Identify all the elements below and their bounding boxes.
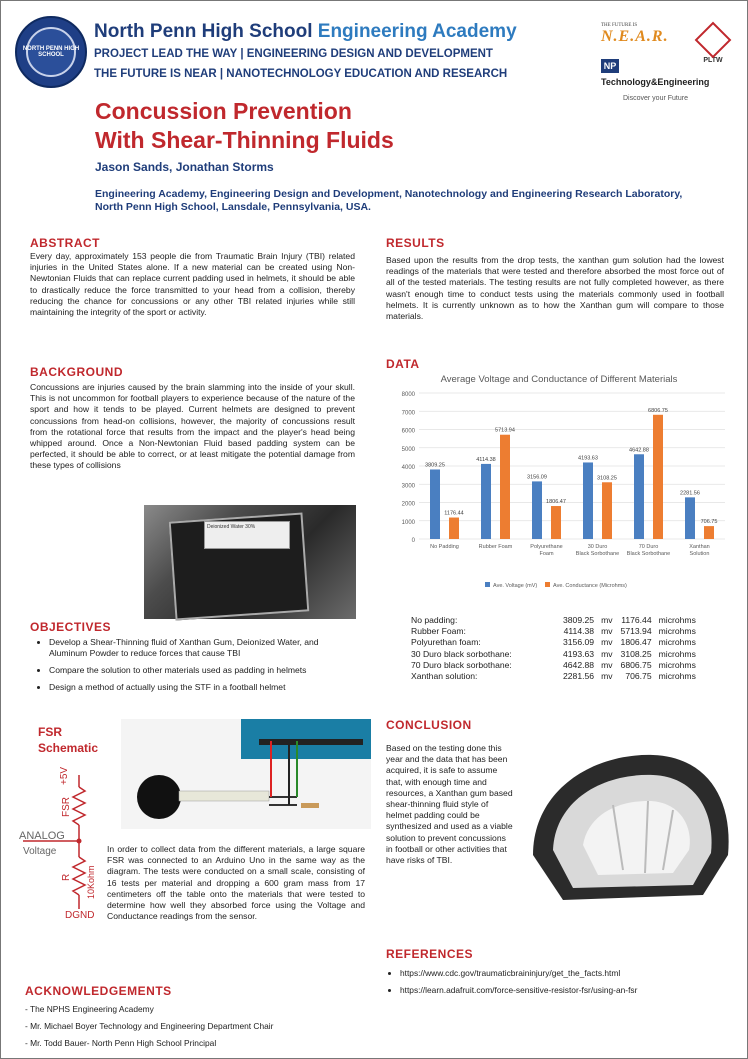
chart-data-label: 1176.44 xyxy=(444,510,464,517)
chart-x-tick-label: No Padding xyxy=(430,544,459,550)
chart-bar xyxy=(685,497,695,539)
data-table-voltage: 4114.38 xyxy=(563,626,595,637)
chart-data-label: 4114.38 xyxy=(476,456,496,463)
data-table-voltage: 3156.09 xyxy=(563,637,595,648)
chart-legend-swatch xyxy=(545,582,550,587)
conclusion-heading: CONCLUSION xyxy=(386,718,472,732)
chart-legend-label: Ave. Conductance (Microhms) xyxy=(553,583,627,589)
chart-legend xyxy=(485,582,627,589)
chart-y-tick-label: 7000 xyxy=(401,410,415,417)
data-table-label: Polyurethan foam: xyxy=(411,637,481,648)
chart-x-tick-label: 70 Duro Black Sorbothane xyxy=(626,544,671,557)
data-table-row xyxy=(411,671,696,682)
seal-text: NORTH PENN HIGH SCHOOL xyxy=(22,46,80,58)
data-table-conductance: 6806.75 xyxy=(620,659,652,670)
chart-x-tick-label: 30 Duro Black Sorbothane xyxy=(575,544,620,557)
np-mark-icon: NP xyxy=(601,59,619,73)
chart-y-tick-label: 4000 xyxy=(401,465,415,471)
near-logo xyxy=(601,23,693,46)
references-heading: REFERENCES xyxy=(386,947,474,961)
near-logo-small: THE FUTURE IS xyxy=(601,23,638,28)
chart-y-tick-label: 0 xyxy=(411,538,415,544)
school-name: North Penn High School xyxy=(94,21,313,42)
schematic-voltage: Voltage xyxy=(23,846,57,857)
data-table-label: Rubber Foam: xyxy=(411,626,466,637)
chart-x-tick-label: Rubber Foam xyxy=(478,544,513,550)
chart-data-label: 706.75 xyxy=(700,519,718,526)
data-table-voltage-unit: mv xyxy=(601,648,613,659)
abstract-heading: ABSTRACT xyxy=(30,236,100,250)
acknowledgements-heading: ACKNOWLEDGEMENTS xyxy=(25,984,172,998)
chart-bar xyxy=(653,415,663,539)
chart-bar xyxy=(551,506,561,539)
chart-x-tick-label: Polyurethane Foam xyxy=(530,544,563,557)
schematic-title xyxy=(38,724,98,756)
data-table-conductance: 1806.47 xyxy=(620,637,652,648)
data-table-conductance-unit: microhms xyxy=(658,626,696,637)
chart-data-label: 6806.75 xyxy=(648,407,668,414)
chart-data-label: 4642.88 xyxy=(629,447,649,454)
schematic-analog: ANALOG xyxy=(19,830,65,842)
np-logo-title: Technology&Engineering xyxy=(601,77,710,87)
chart-x-tick-label: Xanthan Solution xyxy=(689,544,710,557)
academy-name: Engineering Academy xyxy=(317,21,517,42)
objective-item: • Develop a Shear-Thinning fluid of Xanthan Gum, Deionized Water, and Aluminum Powder to reduce forces that cause TBI xyxy=(49,637,356,659)
data-table-voltage-unit: mv xyxy=(601,659,613,670)
data-table-voltage-unit: mv xyxy=(601,626,613,637)
results-heading: RESULTS xyxy=(386,236,445,250)
pltw-logo-text: PLTW xyxy=(703,57,723,64)
chart-bar xyxy=(583,462,593,539)
results-text: Based upon the results from the drop tests, the xanthan gum solution had the lowest readings of the materials that were tested and therefore absorbed the most force out of all of the tested materials. The testing results are not fully completed however, as there wasn't enough time to conduct tests using the materials commonly used in football helmets. It is currently unknown as to how the Xanthan gum will compare to those materials. xyxy=(386,255,724,322)
reference-link[interactable]: • https://www.cdc.gov/traumaticbraininjury/get_the_facts.html xyxy=(400,968,740,979)
chart-y-tick-label: 6000 xyxy=(401,428,415,435)
data-heading: DATA xyxy=(386,357,420,371)
objectives-list xyxy=(31,637,356,699)
data-table-row xyxy=(411,626,696,637)
arduino-wiring-diagram xyxy=(121,719,371,829)
acknowledgement-item: - Mr. Michael Boyer Technology and Engineering Department Chair xyxy=(25,1021,385,1032)
schematic-title-line-2: Schematic xyxy=(38,741,99,755)
chart-data-label: 1806.47 xyxy=(546,499,566,506)
school-title xyxy=(94,21,517,43)
chart-data-label: 4193.63 xyxy=(578,455,598,462)
chart-y-tick-label: 2000 xyxy=(401,501,415,508)
fsr-schematic-diagram xyxy=(13,759,108,919)
chart-bar xyxy=(704,526,714,539)
chart-bar xyxy=(634,454,644,539)
data-table-voltage: 4642.88 xyxy=(563,659,595,670)
data-table-voltage-unit: mv xyxy=(601,615,613,625)
data-table-voltage: 4193.63 xyxy=(563,648,595,659)
near-logo-text: N.E.A.R. xyxy=(601,28,669,45)
affiliation: Engineering Academy, Engineering Design and Development, Nanotechnology and Engineering Research Laboratory, North Penn High School, Lansdale, Pennsylvania, USA. xyxy=(95,188,683,213)
chart-data-label: 2281.56 xyxy=(680,490,700,497)
school-seal-logo xyxy=(15,16,87,88)
background-text: Concussions are injuries caused by the brain slamming into the inside of your skull. This is not uncommon for football players to experience because of the nature of the sport and how it tends to be played. Current helmets are designed to prevent concussions from head-on collisions, however, the majority of concussions result from the rotational force that results from the impact and the player's head being whipped around. Once a Non-Newtonian Fluid based padding system can be perfected, it should be able to correct, or at least mitigate the potential damage from these types of collisions xyxy=(30,382,355,471)
chart-data-label: 3108.25 xyxy=(597,475,617,482)
chart-bar xyxy=(449,518,459,539)
data-table-conductance-unit: microhms xyxy=(658,671,696,682)
data-table-voltage: 2281.56 xyxy=(563,671,595,682)
chart-bar xyxy=(602,482,612,539)
xanthan-sample-photo xyxy=(144,505,356,619)
data-table-label: 70 Duro black sorbothane: xyxy=(411,659,512,670)
data-table-conductance-unit: microhms xyxy=(658,615,696,625)
chart-grid xyxy=(419,393,725,539)
data-table-voltage-unit: mv xyxy=(601,671,613,682)
abstract-text: Every day, approximately 153 people die from Traumatic Brain Injury (TBI) related injuries in the United States alone. If a new material can be created using Non-Newtonian Fluids that can replace current padding used in helmets, it should be able to drastically reduce the force transmitted to your head from a collision, thereby reducing the chance for concussions or any other TBI related injuries while still maintaining the integrity of the sport or activity. xyxy=(30,251,355,318)
chart-title: Average Voltage and Conductance of Different Materials xyxy=(440,374,678,385)
data-table-conductance: 1176.44 xyxy=(621,615,652,625)
acknowledgement-item: - Mr. Todd Bauer- North Penn High School Principal xyxy=(25,1038,385,1049)
objectives-heading: OBJECTIVES xyxy=(30,620,112,634)
chart-legend-label: Ave. Voltage (mV) xyxy=(493,583,538,589)
conclusion-text: Based on the testing done this year and the data that has been acquired, it is safe to assume that, with enough time and resources, a Xanthan gum based shear-thinning fluid style of helmet padding could be synthesized and used as a viable solution to prevent concussions in football or other activities that have risks of TBI. xyxy=(386,743,513,866)
chart-data-label: 3809.25 xyxy=(425,462,445,469)
chart-data-label: 3156.09 xyxy=(527,474,547,481)
objective-item: • Compare the solution to other materials used as padding in helmets xyxy=(49,665,356,676)
sensor-method-text: In order to collect data from the different materials, a large square FSR was connected to an Arduino Uno in the same way as the diagram. The tests were conducted on a small scale, consisting of 16 tests per material and dropping a 600 gram mass from 17 centimeters off the table onto the materials that were tested to determine how well they absorbed force using the Voltage and Conductance readings from the sensor. xyxy=(107,844,365,922)
chart-bar xyxy=(500,435,510,539)
references-list xyxy=(386,968,740,1002)
header-subtitle-2: THE FUTURE IS NEAR | NANOTECHNOLOGY EDUCATION AND RESEARCH xyxy=(94,68,508,80)
poster-title-line-2: With Shear-Thinning Fluids xyxy=(95,127,394,153)
chart-legend-swatch xyxy=(485,582,490,587)
schematic-title-line-1: FSR xyxy=(38,725,62,739)
chart-y-tick-label: 3000 xyxy=(401,483,415,490)
data-table xyxy=(411,615,696,682)
data-table-voltage: 3809.25 xyxy=(563,615,595,625)
data-table-conductance: 5713.94 xyxy=(620,626,652,637)
data-table-conductance-unit: microhms xyxy=(658,648,696,659)
np-tech-logo xyxy=(601,59,711,102)
schematic-r-value: 10Kohm xyxy=(86,865,96,899)
objective-item: • Design a method of actually using the STF in a football helmet xyxy=(49,682,356,693)
acknowledgements-list xyxy=(25,1004,385,1055)
reference-link[interactable]: • https://learn.adafruit.com/force-sensitive-resistor-fsr/using-an-fsr xyxy=(400,985,740,996)
poster-title-line-1: Concussion Prevention xyxy=(95,98,352,124)
data-table-row xyxy=(411,637,696,648)
data-table-conductance-unit: microhms xyxy=(658,659,696,670)
data-table-label: Xanthan solution: xyxy=(411,671,478,682)
acknowledgement-item: - The NPHS Engineering Academy xyxy=(25,1004,385,1015)
np-logo-subtitle: Discover your Future xyxy=(623,95,688,102)
chart-bar xyxy=(481,464,491,539)
data-table-label: No padding: xyxy=(411,615,458,625)
data-table-label: 30 Duro black sorbothane: xyxy=(411,648,512,659)
data-table-row xyxy=(411,660,696,671)
data-table-row xyxy=(411,615,696,626)
data-table-conductance: 706.75 xyxy=(625,671,652,682)
header-subtitle-1: PROJECT LEAD THE WAY | ENGINEERING DESIGN AND DEVELOPMENT xyxy=(94,48,493,60)
authors: Jason Sands, Jonathan Storms xyxy=(95,160,274,174)
chart-y-tick-label: 5000 xyxy=(401,446,415,453)
background-heading: BACKGROUND xyxy=(30,365,123,379)
schematic-dgnd: DGND xyxy=(65,910,95,919)
chart-bar xyxy=(430,469,440,539)
sample-label: Deionized Water 30% xyxy=(204,521,290,549)
data-table-conductance: 3108.25 xyxy=(620,648,652,659)
data-table-conductance-unit: microhms xyxy=(658,637,696,648)
chart-y-tick-label: 1000 xyxy=(401,519,415,526)
chart-y-tick-label: 8000 xyxy=(401,392,415,398)
schematic-r: R xyxy=(61,873,72,881)
data-table-voltage-unit: mv xyxy=(601,637,613,648)
chart-bar xyxy=(532,481,542,539)
chart-data-label: 5713.94 xyxy=(495,427,515,434)
schematic-v5: +5V xyxy=(59,766,70,785)
materials-bar-chart xyxy=(389,371,729,609)
pltw-mark-icon xyxy=(695,22,732,59)
schematic-fsr: FSR xyxy=(61,797,72,817)
poster-title xyxy=(95,97,394,155)
data-table-row xyxy=(411,649,696,660)
helmet-photo xyxy=(523,745,738,910)
